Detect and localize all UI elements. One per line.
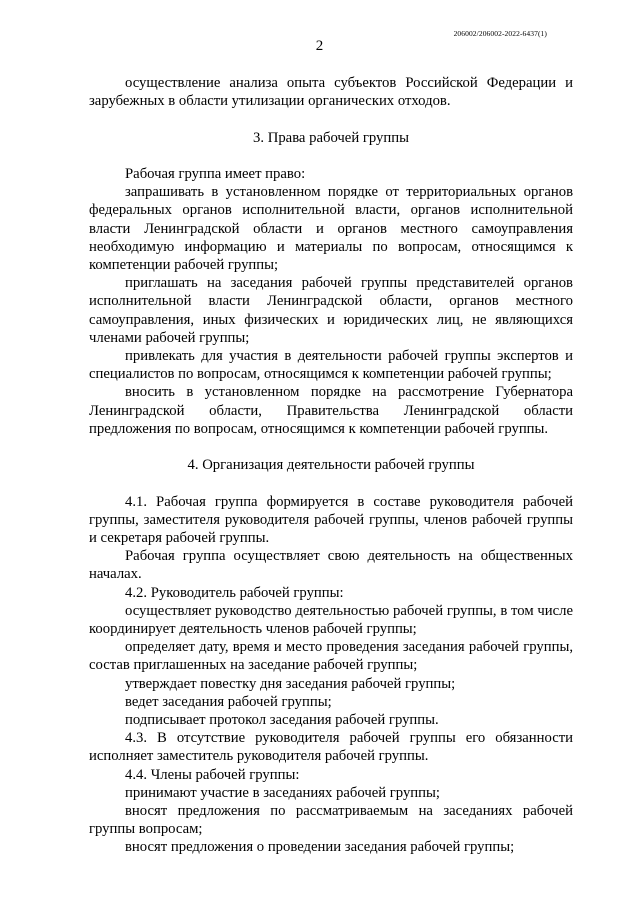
- paragraph: определяет дату, время и место проведения заседания рабочей группы, состав приглашенных на заседание рабочей группы;: [89, 639, 573, 674]
- section-4-heading: 4. Организация деятельности рабочей группы: [187, 457, 475, 474]
- paragraph: привлекать для участия в деятельности рабочей группы экспертов и специалистов по вопросам, относящимся к компетенции рабочей группы;: [89, 348, 573, 383]
- paragraph: Рабочая группа осуществляет свою деятельность на общественных началах.: [89, 548, 573, 583]
- paragraph: приглашать на заседания рабочей группы представителей органов исполнительной власти Ленинградской области, органов местного самоуправления, иных физических и юридических лиц, не являющихся членами рабочей группы;: [89, 275, 573, 346]
- page-number: 2: [315, 38, 324, 54]
- paragraph: принимают участие в заседаниях рабочей группы;: [125, 784, 440, 801]
- section-3-heading: 3. Права рабочей группы: [253, 129, 409, 146]
- paragraph: вносят предложения о проведении заседания рабочей группы;: [125, 839, 515, 856]
- paragraph: вносить в установленном порядке на рассмотрение Губернатора Ленинградской области, Правительства Ленинградской области предложения по вопросам, относящимся к компетенции рабочей группы.: [89, 384, 573, 437]
- paragraph: осуществляет руководство деятельностью рабочей группы, в том числе координирует деятельность членов рабочей группы;: [89, 602, 573, 638]
- paragraph: вносят предложения по рассматриваемым на заседаниях рабочей группы вопросам;: [89, 803, 573, 838]
- paragraph: утверждает повестку дня заседания рабочей группы;: [125, 675, 456, 692]
- document-registration-number: 206002/206002-2022-6437(1): [453, 29, 547, 38]
- document-body: [89, 74, 573, 857]
- section-3-content: [89, 165, 573, 438]
- paragraph: подписывает протокол заседания рабочей группы.: [125, 712, 439, 729]
- paragraph: 4.1. Рабочая группа формируется в составе руководителя рабочей группы, заместителя руководителя рабочей группы, членов рабочей группы и секретаря рабочей группы.: [89, 493, 573, 547]
- paragraph: 4.4. Члены рабочей группы:: [125, 766, 300, 783]
- intro-paragraph: осуществление анализа опыта субъектов Российской Федерации и зарубежных в области утилизации органических отходов.: [89, 75, 573, 110]
- paragraph: Рабочая группа имеет право:: [125, 165, 306, 182]
- paragraph: запрашивать в установленном порядке от территориальных органов федеральных органов исполнительной власти, органов исполнительной власти Ленинградской области и органов местного самоуправления необходимую информацию и материалы по вопросам, относящимся к компетенции рабочей группы;: [89, 184, 573, 273]
- paragraph: ведет заседания рабочей группы;: [125, 693, 332, 710]
- paragraph: 4.2. Руководитель рабочей группы:: [125, 584, 344, 601]
- section-4-content: [89, 493, 573, 857]
- paragraph: 4.3. В отсутствие руководителя рабочей группы его обязанности исполняет заместитель руководителя рабочей группы.: [89, 730, 573, 765]
